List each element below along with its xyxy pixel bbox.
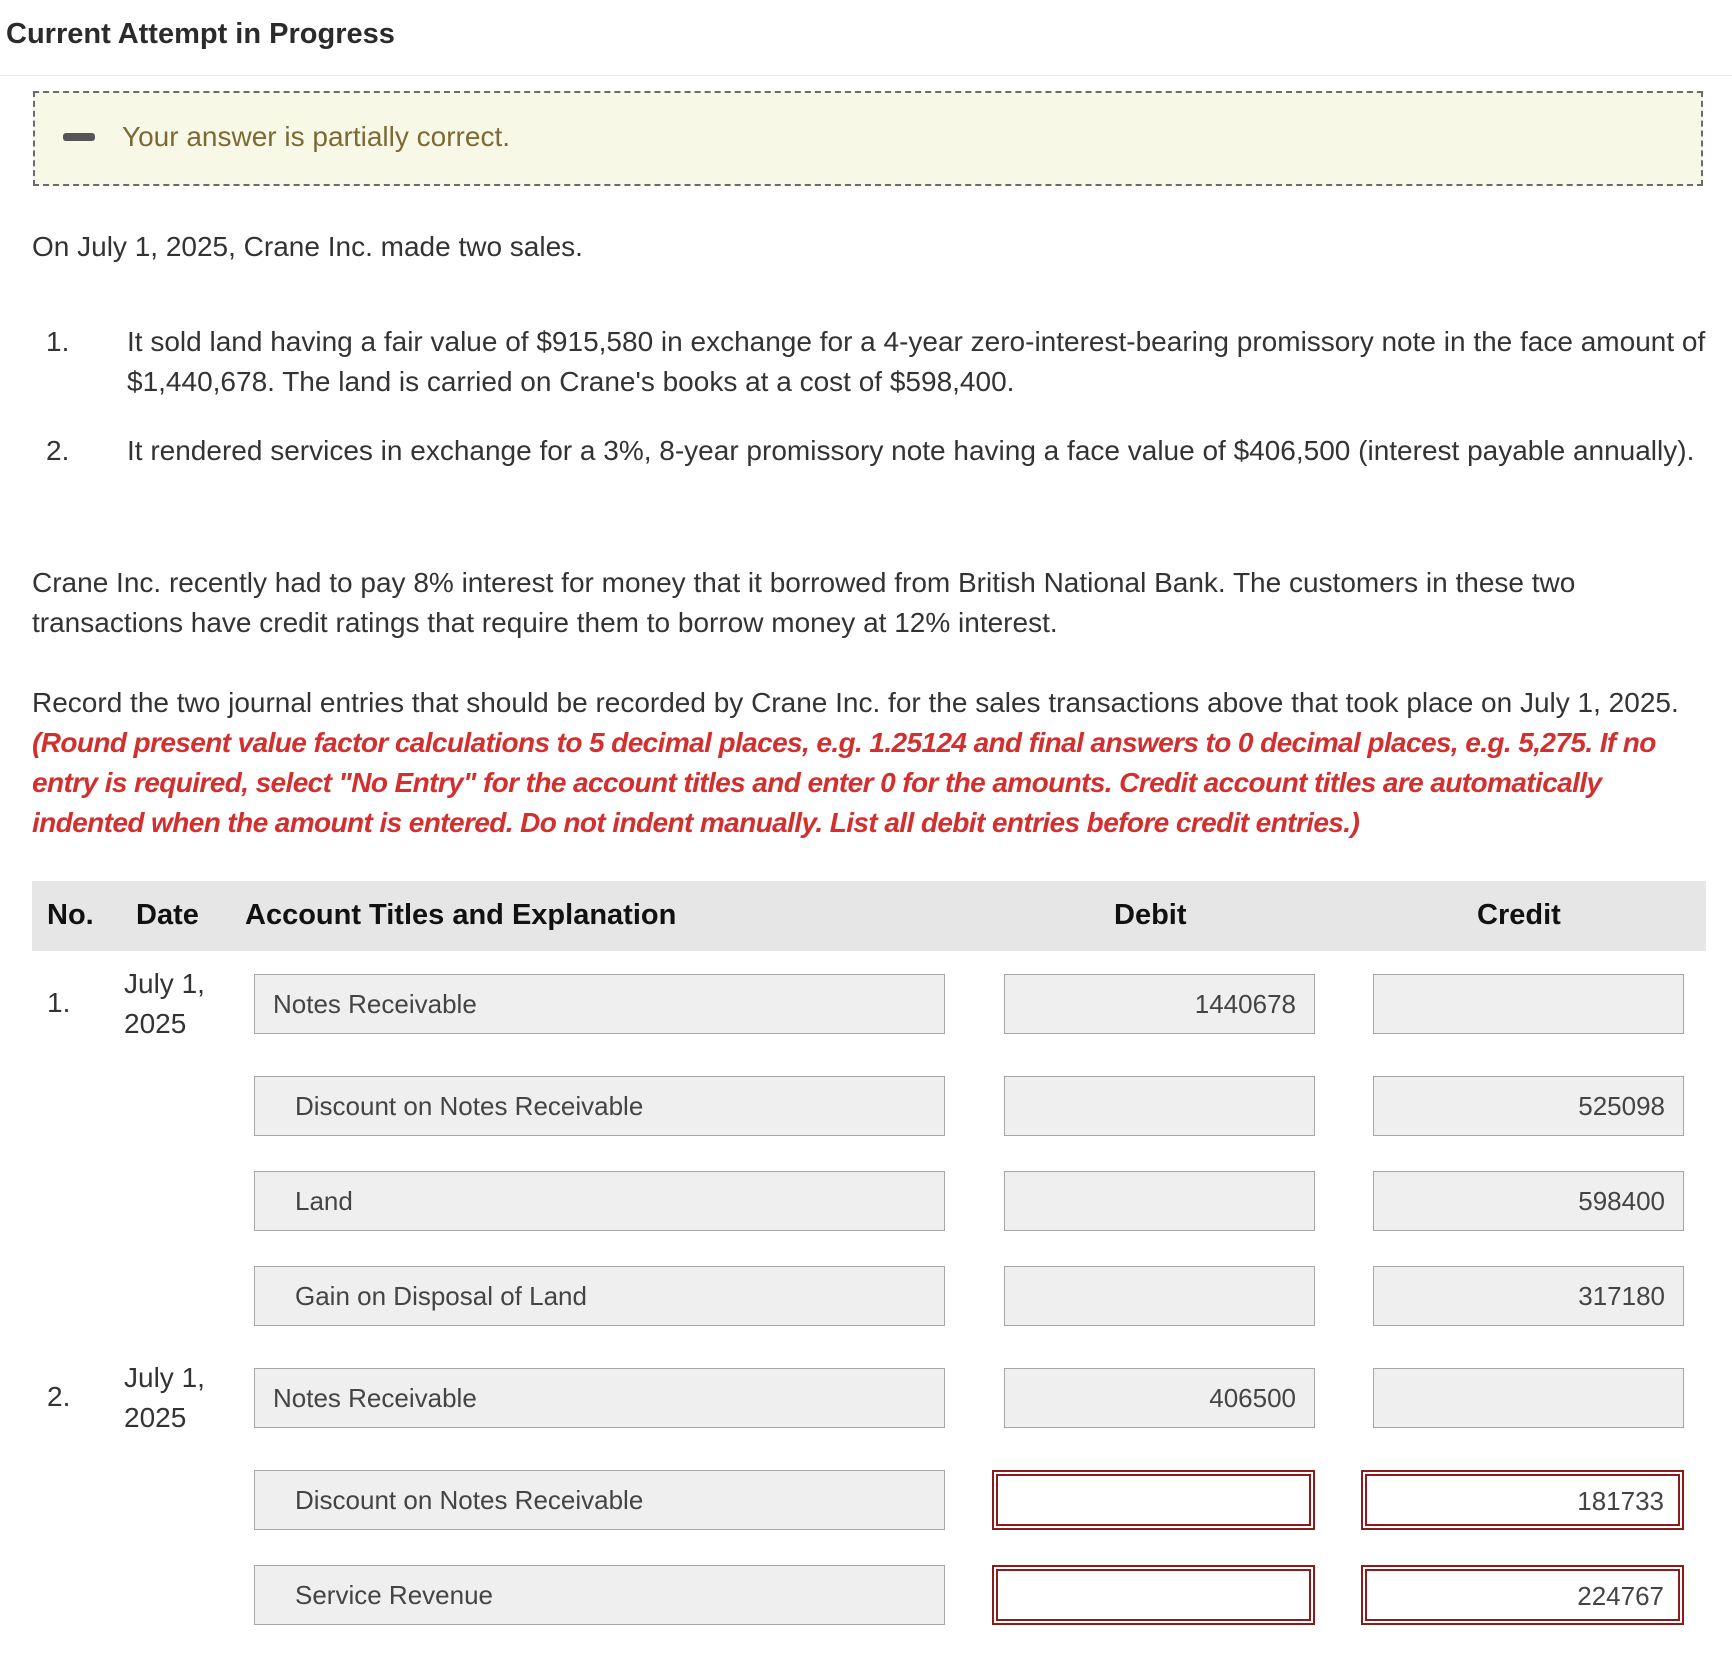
list-item-text: It rendered services in exchange for a 3%, 8-year promissory note having a face value of $406,500 (interest payable annually). — [127, 435, 1695, 466]
list-item-text: It sold land having a fair value of $915,580 in exchange for a 4-year zero-interest-bearing promissory note in the face amount of $1,440,678. The land is carried on Crane's books at a cost of $598,400. — [127, 326, 1706, 397]
header-date: Date — [136, 899, 199, 931]
debit-input[interactable]: 406500 — [1004, 1368, 1315, 1428]
task-instructions: (Round present value factor calculations to 5 decimal places, e.g. 1.25124 and final answers to 0 decimal places, e.g. 5,275. If no entry is required, select "No Entry" for the account titles and enter 0 for the amounts. Credit account titles are automatically indented when the amount is entered. Do not indent manually. List all debit entries before credit entries.) — [32, 727, 1656, 838]
list-item-number: 1. — [46, 326, 70, 357]
entry-number: 2. — [47, 1381, 71, 1412]
page-title: Current Attempt in Progress — [6, 18, 395, 50]
partial-correct-icon — [63, 133, 95, 141]
debit-input-incorrect[interactable] — [992, 1565, 1315, 1625]
debit-input[interactable] — [1004, 1076, 1315, 1136]
account-title-field[interactable]: Land — [254, 1171, 945, 1231]
title-divider — [0, 75, 1732, 76]
account-title-field[interactable]: Notes Receivable — [254, 1368, 945, 1428]
credit-input-incorrect[interactable]: 181733 — [1361, 1470, 1684, 1530]
account-title-field[interactable]: Service Revenue — [254, 1565, 945, 1625]
credit-input[interactable]: 317180 — [1373, 1266, 1684, 1326]
account-title-field[interactable]: Gain on Disposal of Land — [254, 1266, 945, 1326]
task-text: Record the two journal entries that should be recorded by Crane Inc. for the sales transactions above that took place on July 1, 2025. — [32, 687, 1679, 718]
problem-paragraph: Crane Inc. recently had to pay 8% interest for money that it borrowed from British National Bank. The customers in these two transactions have credit ratings that require them to borrow money at 12% interest. — [32, 567, 1576, 638]
credit-input[interactable] — [1373, 974, 1684, 1034]
debit-input-incorrect[interactable] — [992, 1470, 1315, 1530]
journal-table-header — [32, 881, 1706, 951]
header-credit: Credit — [1477, 899, 1561, 931]
debit-input[interactable] — [1004, 1171, 1315, 1231]
account-title-field[interactable]: Discount on Notes Receivable — [254, 1470, 945, 1530]
account-title-field[interactable]: Notes Receivable — [254, 974, 945, 1034]
account-title-field[interactable]: Discount on Notes Receivable — [254, 1076, 945, 1136]
header-debit: Debit — [1114, 899, 1187, 931]
header-account: Account Titles and Explanation — [245, 899, 677, 931]
entry-number: 1. — [47, 987, 71, 1018]
feedback-banner — [33, 91, 1703, 186]
credit-input[interactable] — [1373, 1368, 1684, 1428]
header-no: No. — [47, 899, 94, 931]
debit-input[interactable]: 1440678 — [1004, 974, 1315, 1034]
credit-input[interactable]: 525098 — [1373, 1076, 1684, 1136]
debit-input[interactable] — [1004, 1266, 1315, 1326]
problem-intro: On July 1, 2025, Crane Inc. made two sales. — [32, 231, 583, 262]
entry-date: July 1, 2025 — [124, 968, 205, 1039]
task-paragraph — [32, 683, 1712, 843]
entry-date: July 1, 2025 — [124, 1362, 205, 1433]
list-item-number: 2. — [46, 435, 70, 466]
credit-input[interactable]: 598400 — [1373, 1171, 1684, 1231]
feedback-message: Your answer is partially correct. — [122, 121, 511, 152]
credit-input-incorrect[interactable]: 224767 — [1361, 1565, 1684, 1625]
